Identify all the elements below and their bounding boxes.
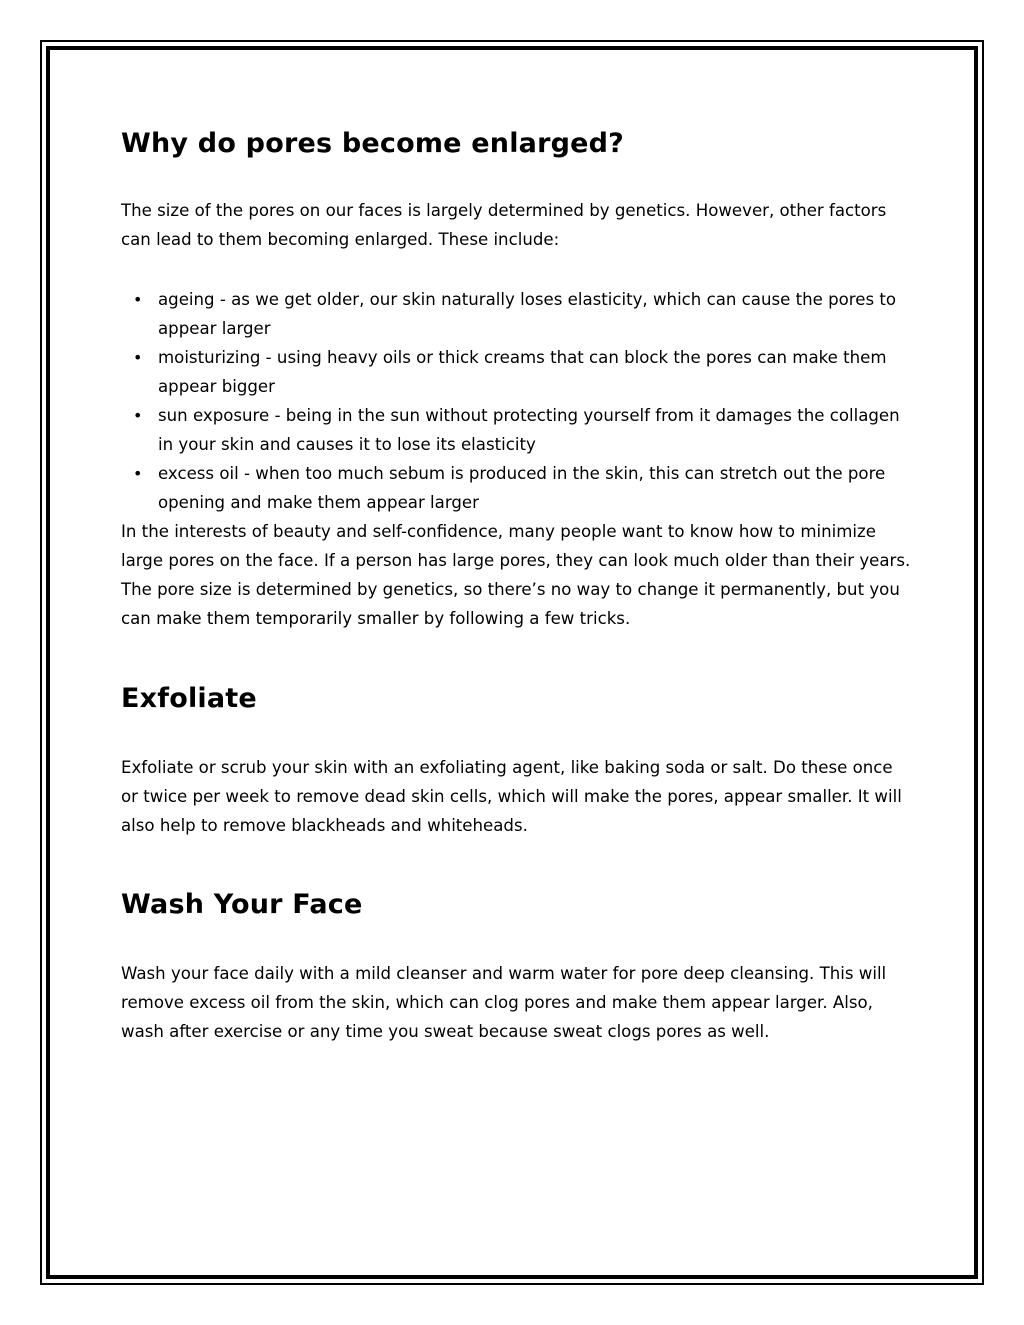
list-item-ageing — [121, 285, 911, 343]
heading-exfoliate: Exfoliate — [121, 683, 257, 714]
document-body — [121, 121, 911, 1046]
list-item-sun-exposure — [121, 401, 911, 459]
heading-why-pores-enlarged: Why do pores become enlarged? — [121, 128, 625, 159]
enlargement-factors-list — [121, 285, 911, 517]
list-item-moisturizing — [121, 343, 911, 401]
bullet-icon: • — [133, 290, 143, 309]
exfoliate-paragraph: Exfoliate or scrub your skin with an exfoliating agent, like baking soda or salt. Do these once or twice per week to remove dead skin cells, which will make the pores, appear smaller. It will also help to remove blackheads and whiteheads. — [121, 758, 902, 835]
bullet-icon: • — [133, 348, 143, 367]
bullet-icon: • — [133, 406, 143, 425]
wash-paragraph: Wash your face daily with a mild cleanser and warm water for pore deep cleansing. This will remove excess oil from the skin, which can clog pores and make them appear larger. Also, wash after exercise or any time you sweat because sweat clogs pores as well. — [121, 964, 887, 1041]
list-item-text: excess oil - when too much sebum is produced in the skin, this can stretch out the pore opening and make them appear larger — [158, 464, 886, 512]
list-item-text: ageing - as we get older, our skin naturally loses elasticity, which can cause the pores to appear larger — [158, 290, 897, 338]
heading-wash-your-face: Wash Your Face — [121, 889, 363, 920]
closing-paragraph: In the interests of beauty and self-confidence, many people want to know how to minimize large pores on the face. If a person has large pores, they can look much older than their years. The pore size is determined by genetics, so there’s no way to change it permanently, but you can make them temporarily smaller by following a few tricks. — [121, 522, 911, 628]
intro-paragraph: The size of the pores on our faces is largely determined by genetics. However, other factors can lead to them becoming enlarged. These include: — [121, 201, 887, 249]
list-item-excess-oil — [121, 459, 911, 517]
list-item-text: sun exposure - being in the sun without protecting yourself from it damages the collagen in your skin and causes it to lose its elasticity — [158, 406, 900, 454]
list-item-text: moisturizing - using heavy oils or thick creams that can block the pores can make them appear bigger — [158, 348, 887, 396]
bullet-icon: • — [133, 464, 143, 483]
